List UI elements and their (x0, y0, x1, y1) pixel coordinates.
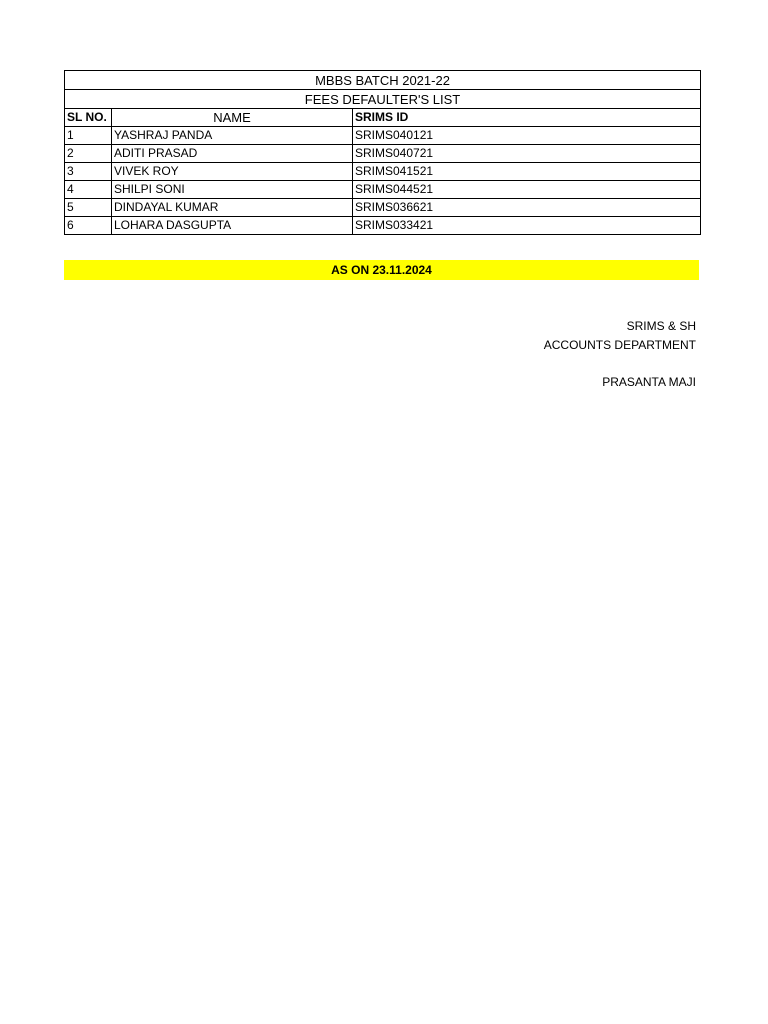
title-row (65, 71, 701, 90)
table-row (65, 181, 701, 199)
cell-srims-id: SRIMS033421 (353, 217, 701, 235)
table-row (65, 127, 701, 145)
subtitle-row (65, 90, 701, 109)
cell-sl-no: 4 (65, 181, 112, 199)
column-header-name: NAME (112, 109, 353, 127)
table-row (65, 217, 701, 235)
signature-department: ACCOUNTS DEPARTMENT (543, 338, 696, 352)
cell-sl-no: 6 (65, 217, 112, 235)
signature-signatory: PRASANTA MAJI (602, 375, 696, 389)
table-row (65, 163, 701, 181)
table-row (65, 199, 701, 217)
cell-name: DINDAYAL KUMAR (112, 199, 353, 217)
table-title: MBBS BATCH 2021-22 (65, 71, 701, 90)
cell-srims-id: SRIMS040121 (353, 127, 701, 145)
cell-sl-no: 5 (65, 199, 112, 217)
cell-sl-no: 2 (65, 145, 112, 163)
cell-srims-id: SRIMS036621 (353, 199, 701, 217)
cell-name: VIVEK ROY (112, 163, 353, 181)
cell-sl-no: 3 (65, 163, 112, 181)
column-header-srims-id: SRIMS ID (353, 109, 701, 127)
cell-srims-id: SRIMS040721 (353, 145, 701, 163)
cell-srims-id: SRIMS044521 (353, 181, 701, 199)
cell-sl-no: 1 (65, 127, 112, 145)
table-subtitle: FEES DEFAULTER'S LIST (65, 90, 701, 109)
as-on-date-banner: AS ON 23.11.2024 (64, 260, 699, 280)
cell-name: LOHARA DASGUPTA (112, 217, 353, 235)
cell-name: SHILPI SONI (112, 181, 353, 199)
header-row (65, 109, 701, 127)
signature-institution: SRIMS & SH (626, 319, 696, 333)
cell-name: YASHRAJ PANDA (112, 127, 353, 145)
cell-srims-id: SRIMS041521 (353, 163, 701, 181)
cell-name: ADITI PRASAD (112, 145, 353, 163)
table-row (65, 145, 701, 163)
fees-defaulter-table (64, 70, 701, 235)
column-header-sl-no: SL NO. (65, 109, 112, 127)
